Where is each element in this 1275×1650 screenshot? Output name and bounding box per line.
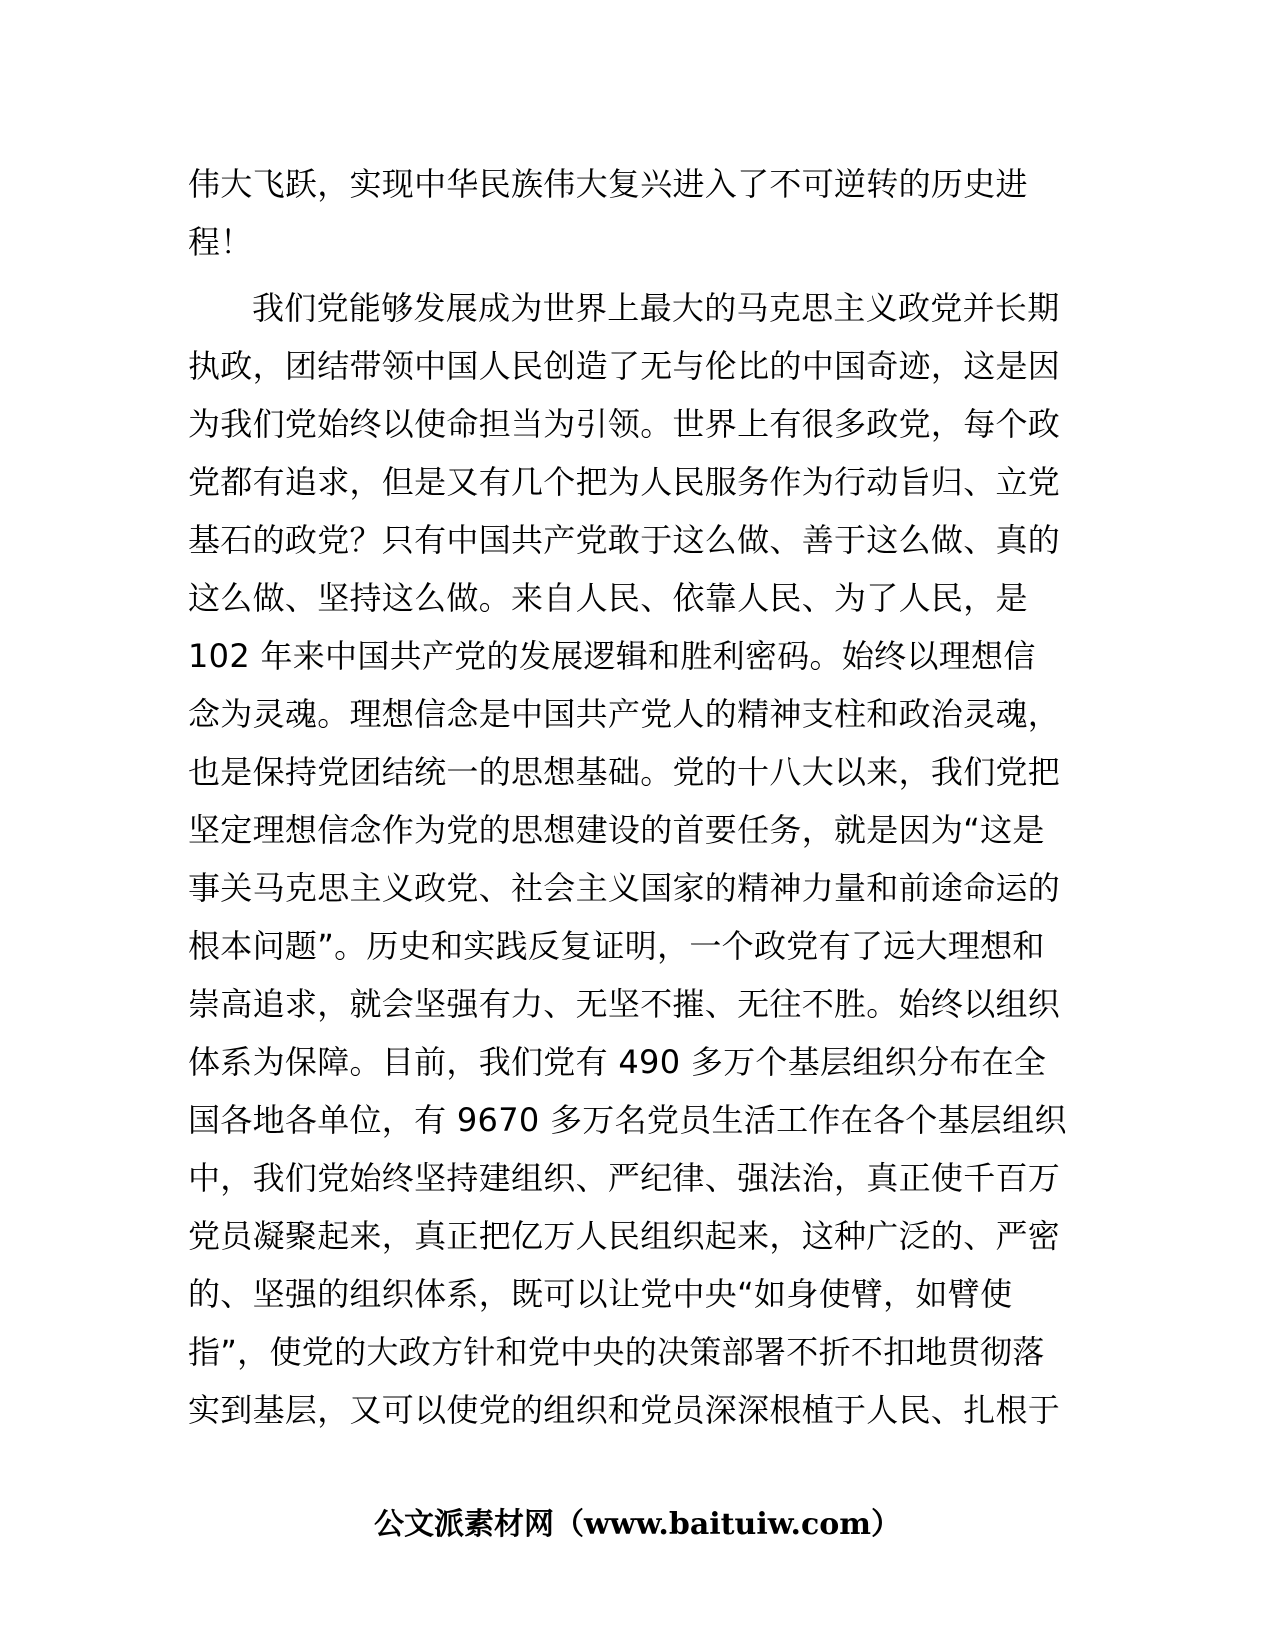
text-line: 体系为保障。目前，我们党有 490 多万个基层组织分布在全 [188,1043,1047,1081]
text-line: 程！ [188,223,253,261]
text-line: 执政，团结带领中国人民创造了无与伦比的中国奇迹，这是因 [188,347,1061,385]
footer-source: 公文派素材网（www.baituiw.com） [373,1507,902,1542]
text-line: 根本问题”。历史和实践反复证明，一个政党有了远大理想和 [188,927,1045,965]
paragraph-gap [188,271,1093,279]
text-line: 国各地各单位，有 9670 多万名党员生活工作在各个基层组织 [188,1101,1067,1139]
text-line: 念为灵魂。理想信念是中国共产党人的精神支柱和政治灵魂， [188,695,1061,733]
text-line: 党员凝聚起来，真正把亿万人民组织起来，这种广泛的、严密 [188,1217,1061,1255]
text-line: 伟大飞跃，实现中华民族伟大复兴进入了不可逆转的历史进 [188,165,1028,203]
text-line: 也是保持党团结统一的思想基础。党的十八大以来，我们党把 [188,753,1061,791]
text-line: 指”，使党的大政方针和党中央的决策部署不折不扣地贯彻落 [188,1333,1045,1371]
text-line: 崇高追求，就会坚强有力、无坚不摧、无往不胜。始终以组织 [188,985,1061,1023]
text-line: 的、坚强的组织体系，既可以让党中央“如身使臂，如臂使 [188,1275,1013,1313]
text-line: 基石的政党？只有中国共产党敢于这么做、善于这么做、真的 [188,521,1061,559]
text-line: 这么做、坚持这么做。来自人民、依靠人民、为了人民，是 [188,579,1028,617]
text-line: 党都有追求，但是又有几个把为人民服务作为行动旨归、立党 [188,463,1061,501]
body-text [188,155,1093,1439]
text-line: 102 年来中国共产党的发展逻辑和胜利密码。始终以理想信 [188,637,1036,675]
text-line: 坚定理想信念作为党的思想建设的首要任务，就是因为“这是 [188,811,1045,849]
paragraph-1 [188,155,1093,271]
paragraph-2 [188,279,1093,1439]
text-line: 我们党能够发展成为世界上最大的马克思主义政党并长期 [252,289,1060,327]
text-line: 中，我们党始终坚持建组织、严纪律、强法治，真正使千百万 [188,1159,1061,1197]
text-line: 事关马克思主义政党、社会主义国家的精神力量和前途命运的 [188,869,1061,907]
text-line: 实到基层，又可以使党的组织和党员深深根植于人民、扎根于 [188,1391,1061,1429]
text-line: 为我们党始终以使命担当为引领。世界上有很多政党，每个政 [188,405,1061,443]
